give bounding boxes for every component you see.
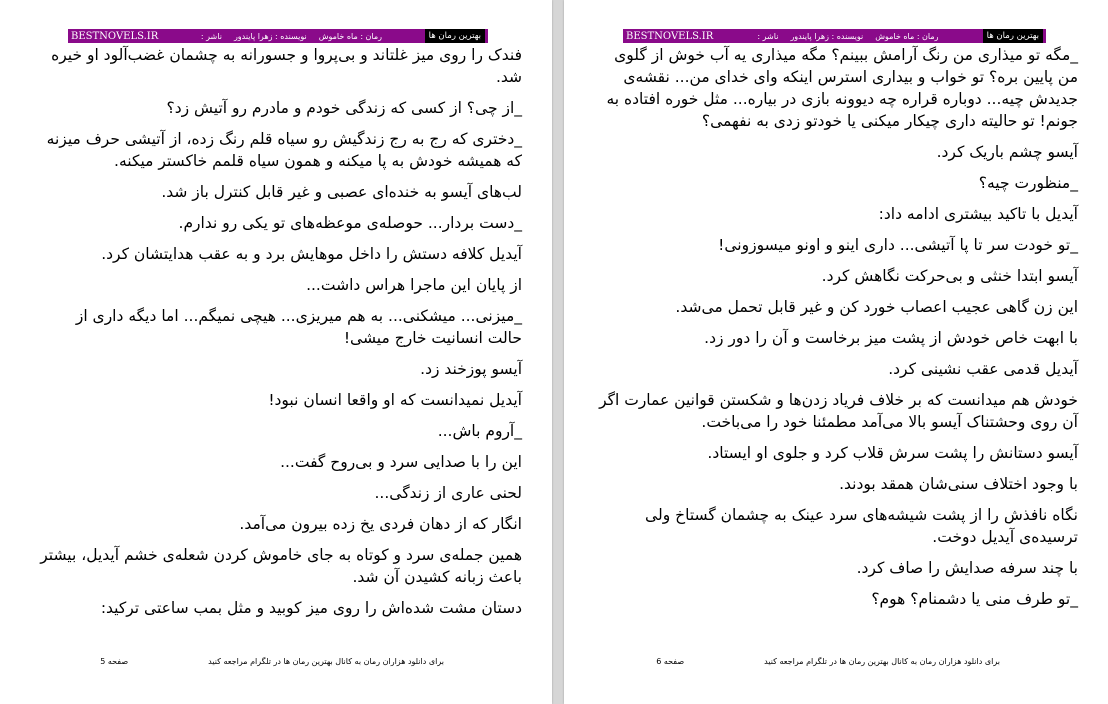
- paragraph: آیدیل نمیدانست که او واقعا انسان نبود!: [268, 391, 522, 409]
- header-novel: رمان : ماه خاموش: [318, 31, 383, 41]
- paragraph: آیدیل با تاکید بیشتری ادامه داد:: [878, 205, 1078, 223]
- paragraph: انگار که از دهان فردی یخ زده بیرون می‌آمد.: [239, 515, 522, 533]
- page-body: [40, 44, 522, 628]
- paragraph: نگاه نافذش را از پشت شیشه‌های سرد عینک به چشمان گستاخ ولی ترسیده‌ی آیدیل دوخت.: [645, 506, 1078, 546]
- paragraph: فندک را روی میز غلتاند و بی‌پروا و جسورانه به چشمان غضب‌آلود او خیره شد.: [51, 46, 522, 86]
- paragraph: همین جمله‌ی سرد و کوتاه به جای خاموش کردن شعله‌ی خشم آیدیل، بیشتر باعث زبانه کشیدن آن شد.: [40, 546, 522, 586]
- paragraph: _مگه تو میذاری من رنگ آرامش ببینم؟ مگه میذاری یه آب خوش از گلوی من پایین بره؟ تو خواب و بیداری استرس اینکه وای خدای من... نقشه‌ی جدیدش چیه... دوباره قراره چه دیوونه بازی در بیاره... مثل خوره افتاده به جونم! تو حالیته داری چیکار میکنی یا خودتو زدی به نفهمی؟: [606, 46, 1078, 130]
- paragraph: آیسو دستانش را پشت سرش قلاب کرد و جلوی او ایستاد.: [707, 444, 1078, 462]
- paragraph: _از چی؟ از کسی که زندگی خودم و مادرم رو آتیش زد؟: [166, 99, 522, 117]
- paragraph: _تو خودت سر تا پا آتیشی... داری اینو و اونو میسوزونی!: [718, 236, 1078, 254]
- page-6: [564, 0, 1108, 704]
- paragraph: لحنی عاری از زندگی...: [374, 484, 522, 502]
- page-header: [623, 29, 1046, 43]
- header-author: نویسنده : زهرا پایندور: [790, 31, 864, 41]
- header-publisher: ناشر :: [757, 31, 779, 41]
- paragraph: دستان مشت شده‌اش را روی میز کوبید و مثل بمب ساعتی ترکید:: [100, 599, 522, 617]
- page-footer: [100, 654, 444, 668]
- footer-note: برای دانلود هزاران رمان به کانال بهترین رمان ها در تلگرام مراجعه کنید: [764, 656, 1000, 666]
- paragraph: _دست بردار... حوصله‌ی موعظه‌های تو یکی رو ندارم.: [178, 214, 522, 232]
- paragraph: _دختری که رج به رج زندگیش رو سیاه قلم رنگ زده، از آتیشی حرف میزنه که همیشه خودش به پا میکنه و همون سیاه قلمم خاکستر میکنه.: [46, 130, 522, 170]
- header-author: نویسنده : زهرا پایندور: [233, 31, 307, 41]
- page-body: [599, 44, 1078, 619]
- page-number: صفحه 6: [656, 656, 685, 666]
- header-novel: رمان : ماه خاموش: [875, 31, 939, 41]
- page-5: [0, 0, 552, 704]
- header-title: بهترین رمان ها: [983, 29, 1043, 43]
- header-publisher: ناشر :: [200, 31, 222, 41]
- paragraph: با ابهت خاص خودش از پشت میز برخاست و آن را دور زد.: [704, 329, 1078, 347]
- page-footer: [656, 654, 1000, 668]
- paragraph: آیسو پوزخند زد.: [420, 360, 522, 378]
- header-title: بهترین رمان ها: [425, 29, 485, 43]
- paragraph: آیدیل قدمی عقب نشینی کرد.: [888, 360, 1078, 378]
- header-site: BESTNOVELS.IR: [626, 30, 714, 42]
- footer-note: برای دانلود هزاران رمان به کانال بهترین رمان ها در تلگرام مراجعه کنید: [208, 656, 444, 666]
- paragraph: _میزنی... میشکنی... به هم میریزی... هیچی نمیگم... اما دیگه داری از حالت انسانیت خارج میشی!: [75, 307, 522, 347]
- paragraph: آیسو چشم باریک کرد.: [936, 143, 1078, 161]
- paragraph: با چند سرفه صدایش را صاف کرد.: [856, 559, 1078, 577]
- page-number: صفحه 5: [100, 656, 129, 666]
- paragraph: این زن گاهی عجیب اعصاب خورد کن و غیر قابل تحمل می‌شد.: [675, 298, 1078, 316]
- paragraph: لب‌های آیسو به خنده‌ای عصبی و غیر قابل کنترل باز شد.: [161, 183, 522, 201]
- paragraph: _تو طرف منی یا دشمنام؟ هوم؟: [871, 590, 1078, 608]
- paragraph: آیسو ابتدا خنثی و بی‌حرکت نگاهش کرد.: [821, 267, 1078, 285]
- paragraph: _منظورت چیه؟: [978, 174, 1078, 192]
- header-site: BESTNOVELS.IR: [71, 30, 159, 42]
- paragraph: آیدیل کلافه دستش را داخل موهایش برد و به عقب هدایتشان کرد.: [101, 245, 522, 263]
- paragraph: این را با صدایی سرد و بی‌روح گفت...: [280, 453, 522, 471]
- page-header: [68, 29, 488, 43]
- paragraph: _آروم باش...: [437, 422, 522, 440]
- paragraph: از پایان این ماجرا هراس داشت...: [306, 276, 522, 294]
- paragraph: خودش هم میدانست که بر خلاف فریاد زدن‌ها و شکستن قوانین عمارت اگر آن روی وحشتناک آیسو بالا می‌آمد مطمئنا خود را می‌باخت.: [599, 391, 1078, 431]
- paragraph: با وجود اختلاف سنی‌شان همقد بودند.: [839, 475, 1078, 493]
